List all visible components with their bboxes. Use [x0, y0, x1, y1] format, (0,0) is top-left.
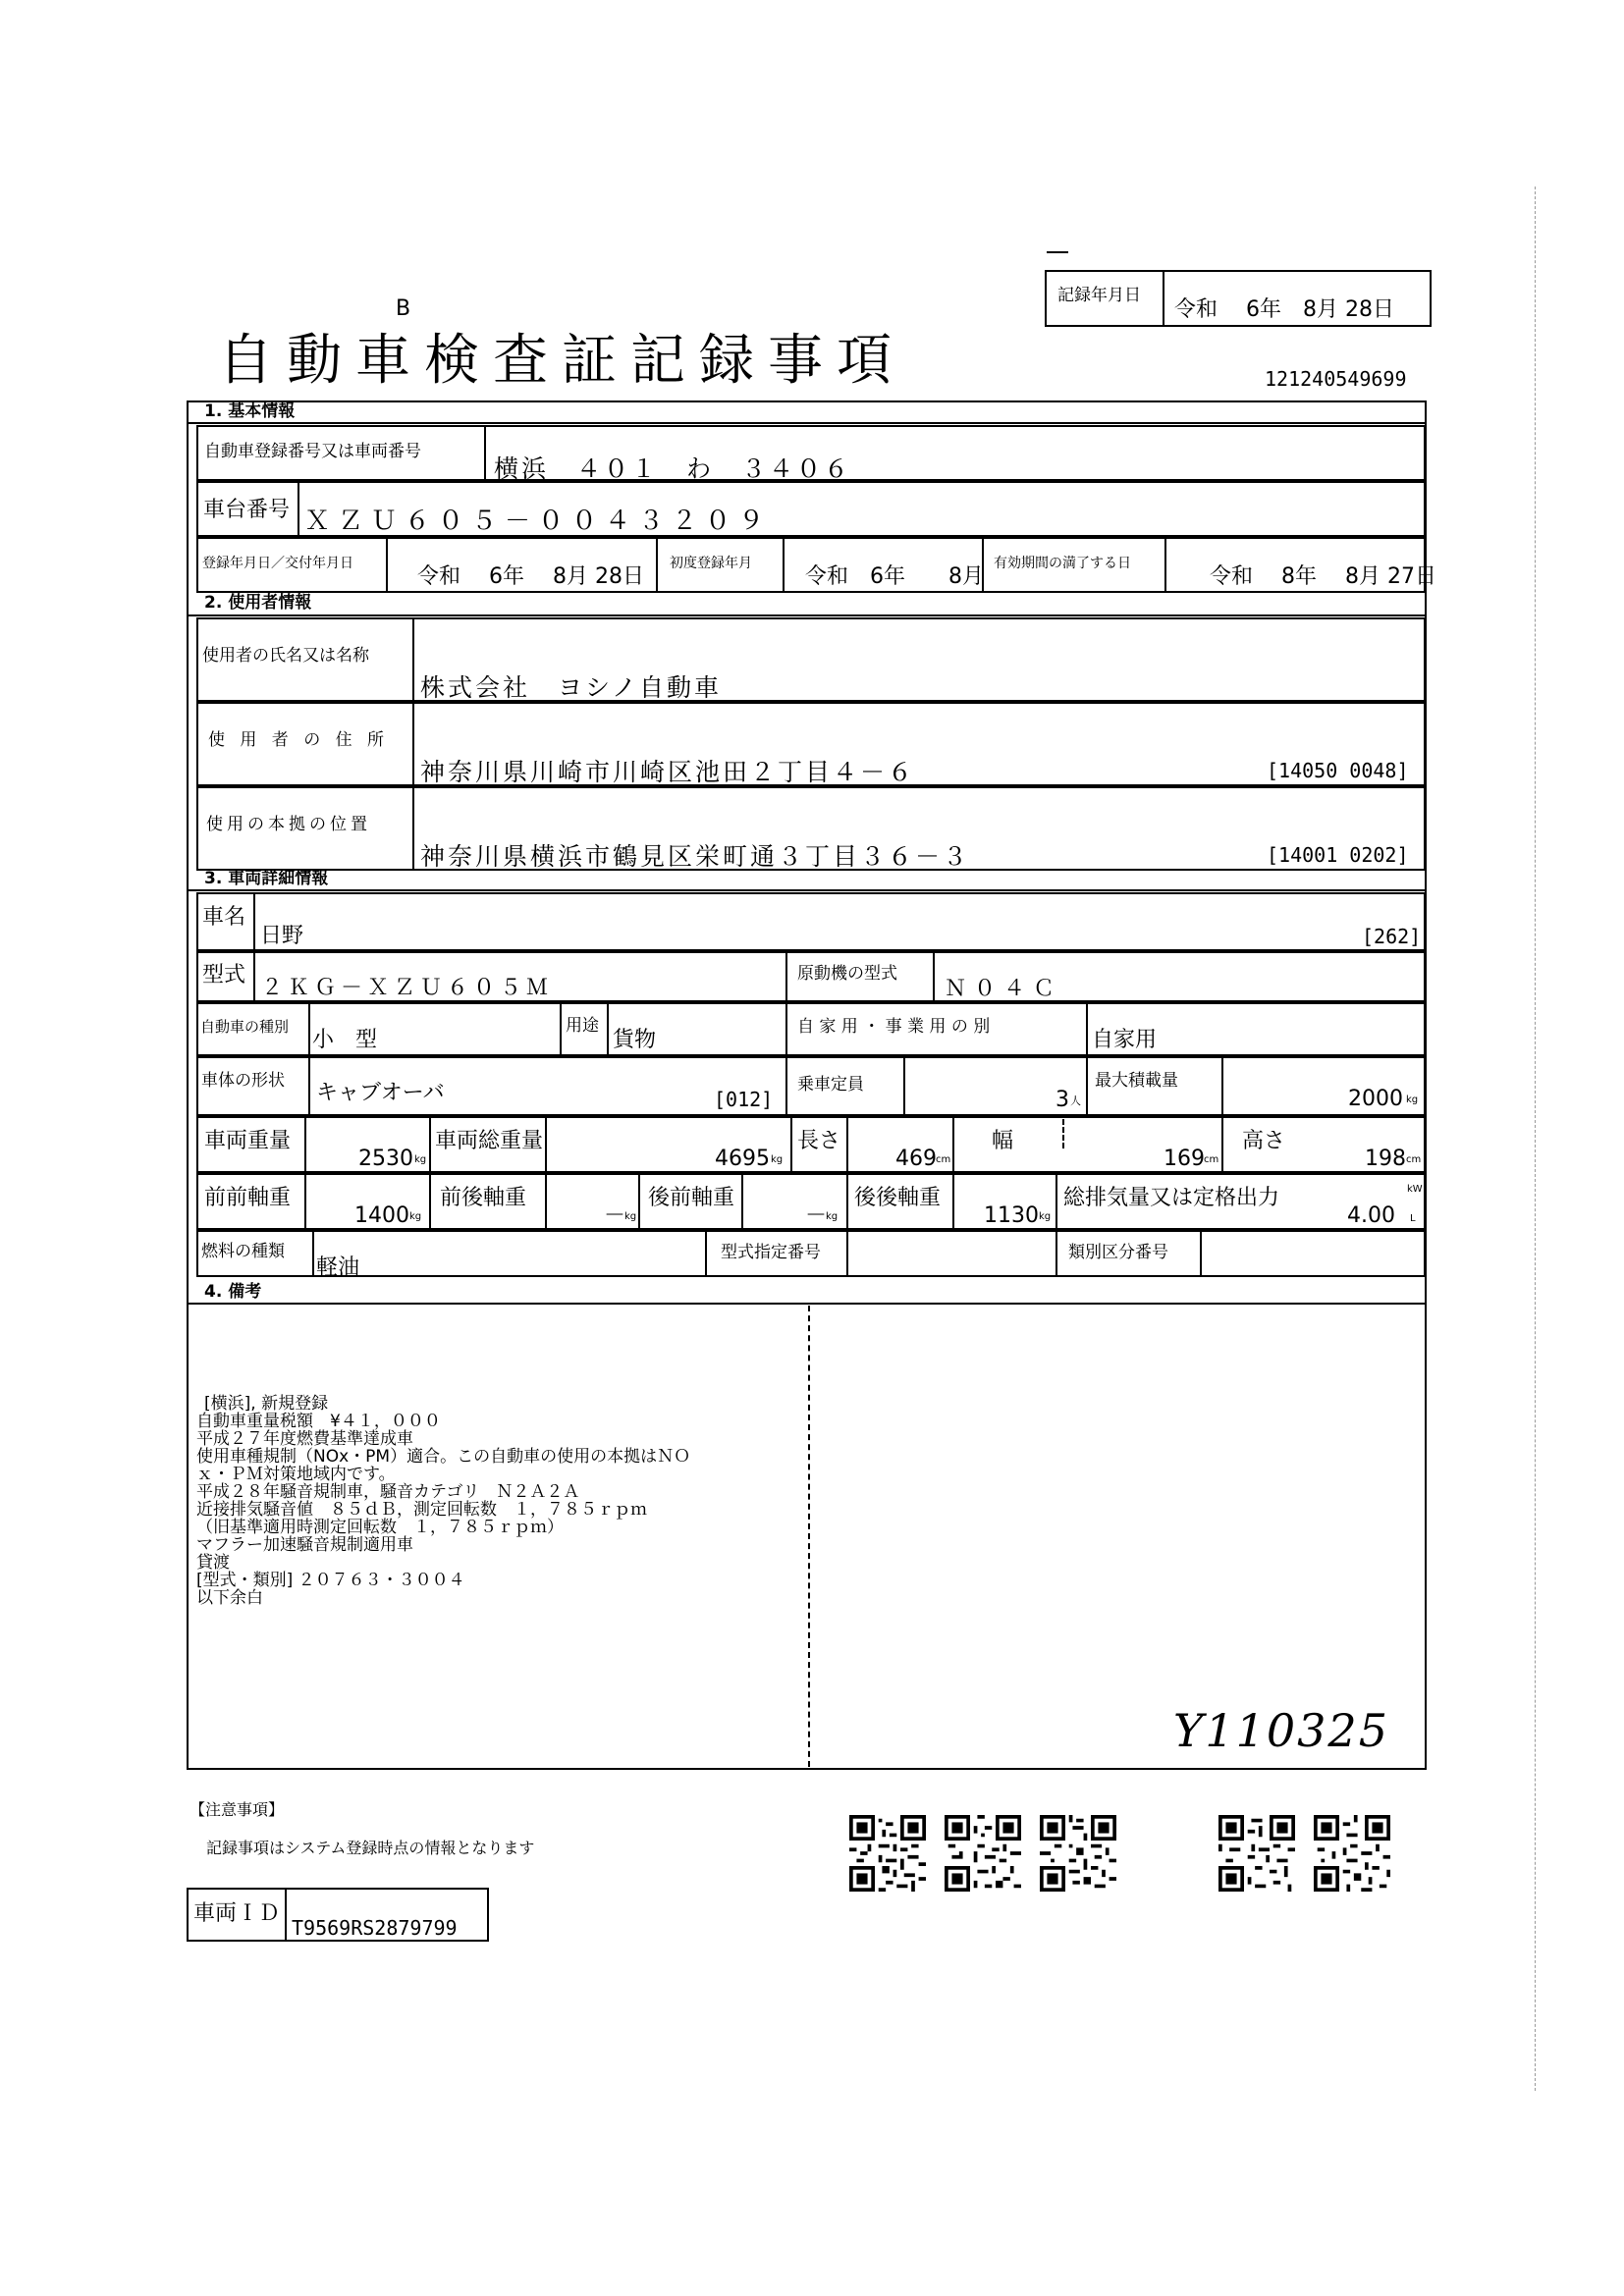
engine-model-value: Ｎ０４Ｃ	[945, 977, 1063, 1001]
max-load-label: 最大積載量	[1095, 1071, 1178, 1091]
reg-date-label: 登録年月日／交付年月日	[202, 556, 353, 571]
remarks-line: 使用車種規制（NOx・PM）適合。この自動車の使用の本拠はＮＯ	[196, 1447, 691, 1467]
body-shape-value: キャブオーバ	[316, 1081, 445, 1105]
car-name-row	[196, 892, 1426, 951]
section-2-title: 2. 使用者情報	[204, 593, 312, 613]
displacement-unit-bottom: L	[1410, 1213, 1416, 1224]
capacity-label: 乗車定員	[797, 1075, 864, 1095]
vehicle-type-value: 小 型	[312, 1028, 378, 1052]
capacity-unit: 人	[1070, 1095, 1081, 1107]
body-shape-label: 車体の形状	[201, 1071, 285, 1091]
category-label: 類別区分番号	[1068, 1243, 1168, 1262]
length-label: 長さ	[797, 1129, 841, 1153]
remarks-line: 平成２７年度燃費基準達成車	[196, 1429, 413, 1449]
fr-axle-label: 前後軸重	[440, 1186, 527, 1210]
user-name-label: 使用者の氏名又は名称	[202, 646, 369, 666]
qr-code	[945, 1811, 1021, 1896]
qr-code	[1314, 1811, 1390, 1896]
remarks-line: 自動車重量税額 ¥４１，０００	[196, 1412, 441, 1431]
expiry-value: 令和 8年 8月 27日	[1210, 564, 1436, 589]
user-address-code: [14050 0048]	[1267, 759, 1409, 782]
private-business-value: 自家用	[1092, 1028, 1158, 1052]
remarks-divider	[808, 1306, 810, 1767]
expiry-label: 有効期間の満了する日	[994, 556, 1131, 571]
remarks-line: 以下余白	[196, 1588, 263, 1608]
usage-value: 貨物	[613, 1028, 657, 1052]
capacity-value: 3	[1056, 1088, 1069, 1112]
user-address-label: 使 用 者 の 住 所	[208, 730, 390, 750]
model-value: ２ＫＧ－ＸＺＵ６０５Ｍ	[261, 976, 554, 1000]
rf-axle-label: 後前軸重	[648, 1186, 735, 1210]
engine-model-label: 原動機の型式	[797, 964, 897, 984]
user-address-value: 神奈川県川崎市川崎区池田２丁目４－６	[420, 758, 916, 786]
section-3-title: 3. 車両詳細情報	[204, 869, 329, 888]
gross-weight-label: 車両総重量	[435, 1129, 544, 1153]
private-business-label: 自 家 用 ・ 事 業 用 の 別	[797, 1017, 991, 1037]
width-label: 幅	[992, 1129, 1014, 1153]
section-1-title: 1. 基本情報	[204, 401, 296, 421]
ff-axle-value: 1400	[354, 1203, 409, 1228]
remarks-line: 平成２８年騒音規制車，騒音カテゴリ Ｎ２Ａ２Ａ	[196, 1482, 580, 1502]
displacement-value: 4.00	[1347, 1203, 1395, 1228]
reg-number-value: 横浜 ４０１ わ ３４０６	[494, 454, 852, 483]
rf-axle-value: －	[805, 1203, 828, 1228]
reg-date-value: 令和 6年 8月 28日	[417, 564, 644, 589]
ff-axle-label: 前前軸重	[204, 1186, 292, 1210]
max-load-unit: kg	[1406, 1095, 1419, 1105]
rf-axle-unit: kg	[826, 1211, 839, 1222]
height-value: 198	[1365, 1147, 1406, 1171]
notice-title: 【注意事項】	[189, 1800, 285, 1819]
rr-axle-label: 後後軸重	[854, 1186, 942, 1210]
remarks-line: マフラー加速騒音規制適用車	[196, 1535, 413, 1555]
qr-code	[1218, 1811, 1295, 1896]
type-designation-label: 型式指定番号	[721, 1243, 821, 1262]
usage-label: 用途	[566, 1016, 599, 1036]
vehicle-id-label: 車両ＩＤ	[193, 1901, 281, 1926]
gross-weight-unit: kg	[771, 1154, 784, 1165]
width-unit: cm	[1204, 1154, 1219, 1165]
record-date-label: 記録年月日	[1057, 286, 1141, 305]
car-name-code: [262]	[1362, 925, 1422, 948]
weight-unit: kg	[414, 1154, 427, 1165]
rr-axle-unit: kg	[1039, 1211, 1052, 1222]
section-4-title: 4. 備考	[204, 1282, 262, 1302]
car-name-label: 車名	[202, 905, 246, 930]
fuel-label: 燃料の種類	[201, 1242, 285, 1261]
gross-weight-value: 4695	[715, 1147, 770, 1171]
record-date-value: 令和 6年 8月 28日	[1174, 297, 1394, 322]
chassis-value: ＸＺＵ６０５－００４３２０９	[304, 507, 773, 536]
car-name-value: 日野	[260, 924, 304, 948]
handwritten-note: Y110325	[1173, 1704, 1389, 1757]
weight-value: 2530	[358, 1147, 413, 1171]
page-title: 自動車検査証記録事項	[218, 329, 905, 393]
user-name-row	[196, 617, 1426, 702]
user-name-value: 株式会社 ヨシノ自動車	[420, 673, 723, 702]
length-unit: cm	[936, 1154, 951, 1165]
rr-axle-value: 1130	[984, 1203, 1039, 1228]
remarks-line: [型式・類別] ２０７６３・３００４	[196, 1571, 465, 1590]
height-label: 高さ	[1242, 1129, 1286, 1153]
qr-code	[849, 1811, 926, 1896]
model-label: 型式	[202, 963, 246, 988]
max-load-value: 2000	[1348, 1087, 1403, 1111]
base-location-label: 使用の本拠の位置	[206, 815, 371, 834]
remarks-line: [横浜], 新規登録	[204, 1394, 329, 1414]
remarks-line: （旧基準適用時測定回転数 １，７８５ｒｐｍ）	[196, 1518, 564, 1537]
chassis-label: 車台番号	[203, 498, 291, 522]
vehicle-type-label: 自動車の種別	[200, 1018, 290, 1036]
displacement-label: 総排気量又は定格出力	[1063, 1186, 1280, 1210]
fuel-value: 軽油	[316, 1255, 360, 1280]
ff-axle-unit: kg	[409, 1211, 422, 1222]
remarks-line: ｘ・ＰＭ対策地域内です。	[196, 1465, 396, 1484]
body-shape-code: [012]	[714, 1088, 774, 1111]
reg-number-label: 自動車登録番号又は車両番号	[204, 442, 421, 461]
first-reg-value: 令和 6年 8月	[805, 564, 984, 589]
height-unit: cm	[1406, 1154, 1422, 1165]
fr-axle-value: －	[604, 1203, 626, 1228]
notice-text: 記録事項はシステム登録時点の情報となります	[206, 1839, 535, 1857]
base-location-value: 神奈川県横浜市鶴見区栄町通３丁目３６－３	[420, 842, 971, 871]
scan-edge-mark	[1535, 187, 1536, 2091]
displacement-unit-top: kW	[1407, 1184, 1423, 1195]
weight-label: 車両重量	[204, 1129, 292, 1153]
remarks-line: 貸渡	[196, 1553, 230, 1573]
length-value: 469	[895, 1147, 937, 1171]
base-location-code: [14001 0202]	[1267, 843, 1409, 867]
scan-dash-mark	[1047, 251, 1068, 253]
first-reg-label: 初度登録年月	[670, 556, 752, 571]
header-b-mark: B	[396, 296, 411, 321]
remarks-line: 近接排気騒音値 ８５ｄＢ，測定回転数 １，７８５ｒｐｍ	[196, 1500, 647, 1520]
vehicle-id-value: T9569RS2879799	[292, 1916, 458, 1940]
document-number: 121240549699	[1265, 367, 1407, 391]
fr-axle-unit: kg	[624, 1211, 637, 1222]
qr-code	[1040, 1811, 1116, 1896]
width-value: 169	[1164, 1147, 1205, 1171]
